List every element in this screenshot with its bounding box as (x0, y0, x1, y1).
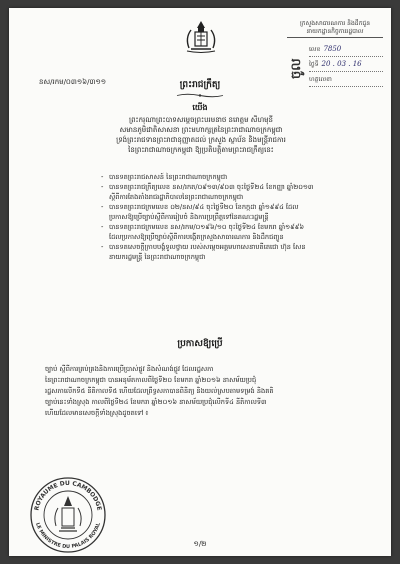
document-reference: នស/រកម/០៣១៦/៣១១ (39, 78, 107, 86)
body-line: ច្បាប់ ស្តីពីការគ្រប់គ្រងនិងការប្រើប្រាស់ផ្លូវ និងសំណង់ផ្លូវ ដែលរដ្ឋសភា (45, 365, 214, 373)
reference-item: - បានទតព្រះរាជសាសន៍ នៃព្រះរាជាណាចក្រកម្ពុជា (101, 172, 363, 182)
body-line: នៃព្រះរាជាណាចក្រកម្ពុជា បានអនុម័តកាលពីថ្ងៃទី២០ ខែមករា ឆ្នាំ២០១៦ នាសម័យប្រជុំ (45, 376, 257, 384)
reference-item: - បានទតសេចក្តីក្រាបបង្គំទូលថ្វាយ របស់សម្តេចអគ្គមហាសេនាបតីតេជោ ហ៊ុន សែន នាយករដ្ឋមន្ត្រី នៃព្រះរាជាណាចក្រកម្ពុជា (101, 242, 363, 262)
intro-line: សមានភូមិជាតិសាសនា ព្រះមហាក្សត្រនៃព្រះរាជាណាចក្រកម្ពុជា (119, 126, 283, 134)
reference-item: - បានទតព្រះរាជក្រឹត្យលេខ នស/រកត/០៩១៣/៩០៣ ចុះថ្ងៃទី២៤ ខែកញ្ញា ឆ្នាំ២០១៣ ស្តីពីការតែងតាំងរាជរដ្ឋាភិបាលនៃព្រះរាជាណាចក្រកម្ពុជា (101, 182, 363, 202)
document-page (9, 8, 391, 556)
page-number: ១/២ (193, 540, 207, 548)
stamp-number-line: លេខ 7850 (309, 42, 383, 57)
body-line: ច្បាប់នេះទាំងស្រុង កាលពីថ្ងៃទី២៤ ខែមករា ឆ្នាំ២០១៦ នាសម័យប្រជុំលើកទី៤ នីតិកាលទី៣ (45, 398, 267, 406)
stamp-side-label: ចូល (289, 58, 304, 80)
intro-line: នៃព្រះរាជាណាចក្រកម្ពុជា ឱ្យប្រតិបត្តិតាមព្រះរាជក្រឹត្យនេះ (128, 146, 274, 154)
references-list (101, 172, 363, 262)
svg-text:ROYAUME DU CAMBODGE: ROYAUME DU CAMBODGE (33, 479, 103, 512)
ornament-divider-icon (175, 93, 225, 98)
intro-block (71, 115, 331, 155)
document-subtitle: យើង (192, 103, 208, 112)
stamp-department: នាយកដ្ឋានកិច្ចការរដ្ឋបាល (306, 28, 364, 35)
body-paragraph (45, 364, 371, 419)
svg-text:LE MINISTRE DU PALAIS ROYAL: LE MINISTRE DU PALAIS ROYAL (34, 522, 102, 551)
body-line: ហើយដែលមានសេចក្តីទាំងស្រុងដូចតទៅ ៖ (45, 409, 149, 417)
stamp-signature-line: ហត្ថលេខា (309, 72, 383, 87)
stamp-header (287, 20, 383, 38)
intro-line: ព្រះករុណាព្រះបាទសម្តេចព្រះបរមនាថ នរោត្តម សីហមុនី (128, 116, 273, 124)
reference-item: - បានទតព្រះរាជក្រមលេខ នស/រកម/០១៩៦/១០ ចុះថ្ងៃទី២៤ ខែមករា ឆ្នាំ១៩៩៦ ដែលប្រកាសឱ្យប្រើច្បាប់ស្តីពីការបង្កើតក្រសួងសាធារណការ និងដឹកជញ្ជូន (101, 222, 363, 242)
body-line: រដ្ឋសភាលើកទី៥ នីតិកាលទី៥ ហើយដែលព្រឹទ្ធសភាបានពិនិត្យ និងយល់ស្របតាមទម្រង់ និងគតិ (45, 387, 274, 395)
document-title: ព្រះរាជក្រឹត្យ (179, 80, 221, 90)
stamp-ministry: ក្រសួងសាធារណការ និងដឹកជូន (299, 20, 371, 27)
decision-heading: ប្រកាសឱ្យប្រើ (177, 339, 223, 349)
reference-item: - បានទតព្រះរាជក្រមលេខ ០២/នស/៩៤ ចុះថ្ងៃទី២០ ខែកក្កដា ឆ្នាំ១៩៩៤ ដែល ប្រកាសឱ្យប្រើច្បាប់ស្តីពីការរៀបចំ និងការប្រព្រឹត្តទៅនៃគណៈរដ្ឋមន្ត្រី (101, 202, 363, 222)
royal-emblem-icon (181, 18, 221, 54)
intro-line: ទ្រង់ព្រះរាជទានព្រះរាជានុញ្ញាតដល់ ក្រសួង ស្ថាប័ន និងមន្ត្រីរាជការ (116, 136, 286, 144)
stamp-date-line: ថ្ងៃទី 20 . 03 . 16 (309, 57, 383, 72)
